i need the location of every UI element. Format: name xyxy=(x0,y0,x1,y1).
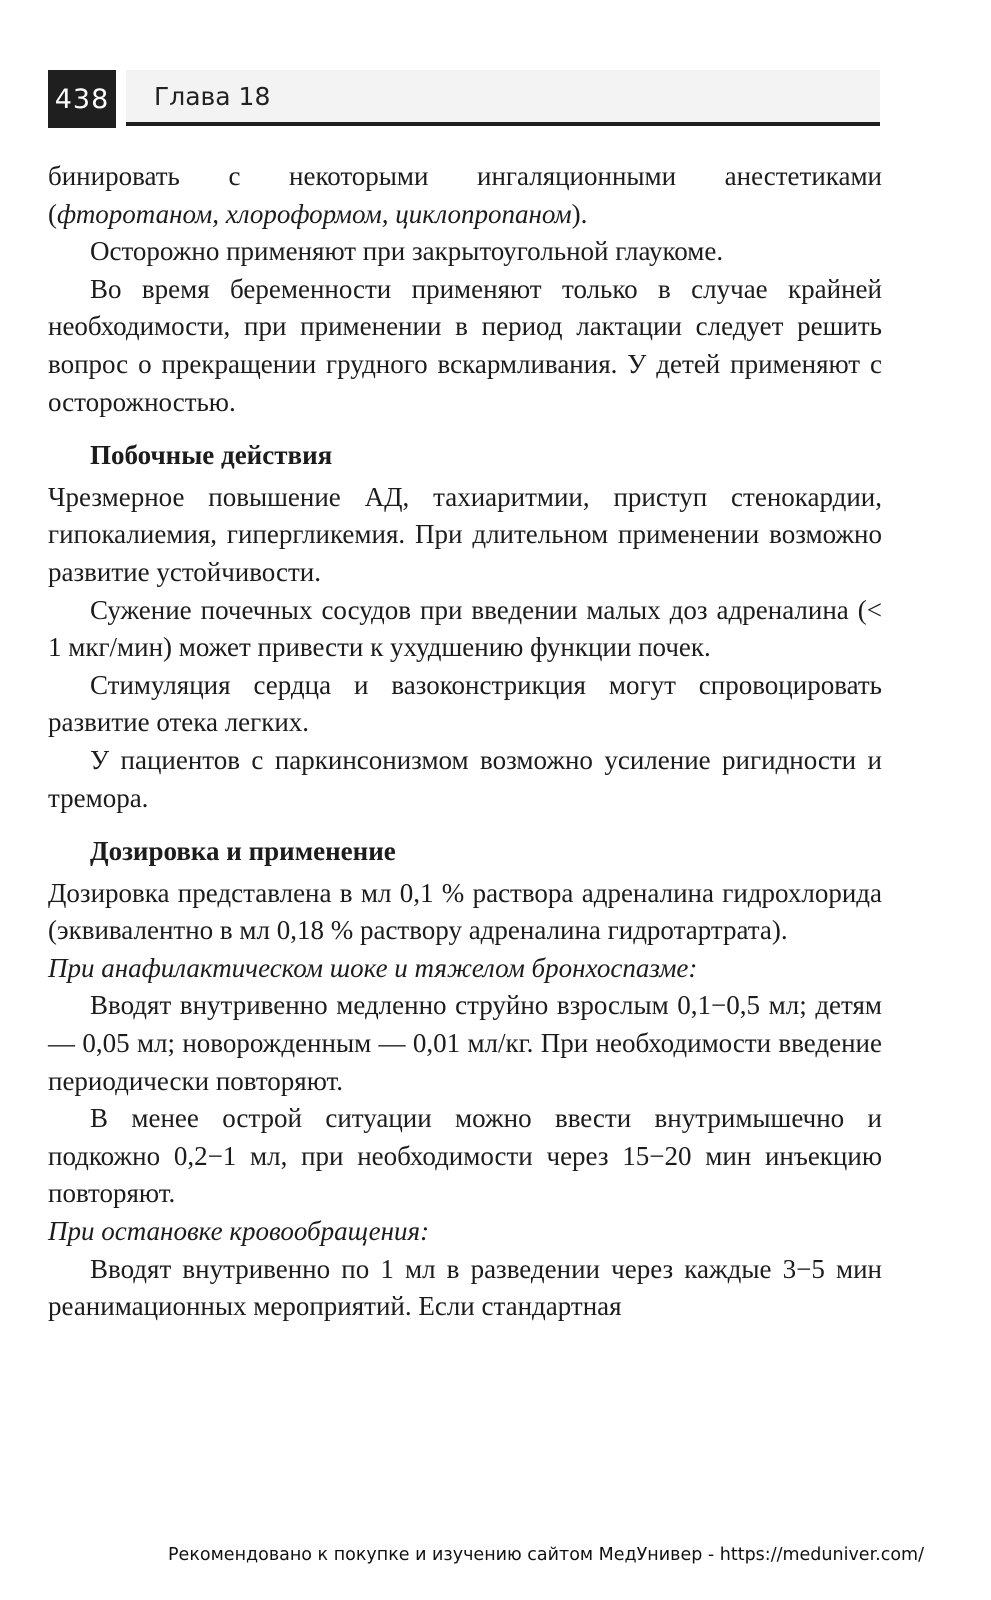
paragraph xyxy=(48,158,882,233)
paragraph: Дозировка представлена в мл 0,1 % раствора адреналина гидрохлорида (эквивалентно в мл 0,18 % раствору адреналина гидротартрата). xyxy=(48,877,882,946)
drug-list-italic: фторотаном, хлороформом, циклопропаном xyxy=(57,198,572,229)
paragraph: Чрезмерное повышение АД, тахиаритмии, приступ стенокардии, гипокалиемия, гипергликемия. При длительном применении возможно развитие устойчивости. xyxy=(48,481,882,587)
paragraph: Сужение почечных сосудов при введении малых доз адреналина (< 1 мкг/мин) может привести к ухудшению функции почек. xyxy=(48,594,882,663)
paragraph: Вводят внутривенно по 1 мл в разведении через каждые 3−5 мин реанимационных мероприятий. Если стандартная xyxy=(48,1253,882,1322)
paragraph: У пациентов с паркинсонизмом возможно усиление ригидности и тремора. xyxy=(48,744,882,813)
page-number: 438 xyxy=(48,70,116,128)
subheading-cardiac-arrest: При остановке кровообращения: xyxy=(48,1216,430,1247)
paragraph: Вводят внутривенно медленно струйно взрослым 0,1−0,5 мл; детям — 0,05 мл; новорожденным — 0,01 мл/кг. При необходимости введение периодически повторяют. xyxy=(48,990,882,1096)
footer-recommendation: Рекомендовано к покупке и изучению сайтом МедУнивер - https://meduniver.com/ xyxy=(168,1545,924,1565)
section-heading-dosage: Дозировка и применение xyxy=(90,836,396,867)
chapter-bar xyxy=(126,70,880,126)
page-header xyxy=(48,70,880,128)
paragraph-text: бинировать с некоторыми ингаляционными анестетиками ( xyxy=(48,161,882,229)
section-heading-side-effects: Побочные действия xyxy=(90,440,333,471)
chapter-title: Глава 18 xyxy=(154,82,271,111)
paragraph: Стимуляция сердца и вазоконстрикция могут спровоцировать развитие отека легких. xyxy=(48,669,882,738)
subheading-anaphylaxis: При анафилактическом шоке и тяжелом бронхоспазме: xyxy=(48,952,698,983)
paragraph-text-end: ). xyxy=(571,198,588,229)
page-body xyxy=(48,158,882,1326)
paragraph: Во время беременности применяют только в случае крайней необходимости, при применении в период лактации следует решить вопрос о прекращении грудного вскармливания. У детей применяют с осторожностью. xyxy=(48,273,882,417)
paragraph: Осторожно применяют при закрытоугольной глаукоме. xyxy=(90,236,724,267)
paragraph: В менее острой ситуации можно ввести внутримышечно и подкожно 0,2−1 мл, при необходимости через 15−20 мин инъекцию повторяют. xyxy=(48,1103,882,1209)
